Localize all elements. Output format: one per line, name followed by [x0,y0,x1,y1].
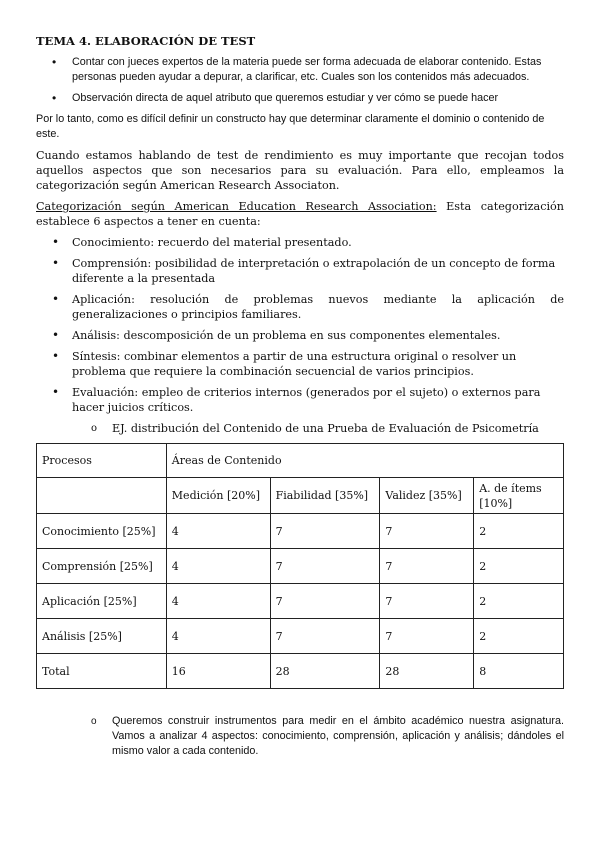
table-row-label: Total [37,654,167,689]
list-item [36,55,564,85]
table-row-label: Comprensión [25%] [37,549,167,584]
item-term: Síntesis [72,350,117,363]
list-item [36,349,564,379]
category-intro [36,199,564,229]
closing-note-text: Queremos construir instrumentos para medir en el ámbito académico nuestra asignatura. Vamos a analizar 4 aspectos: conocimiento, comprensión, aplicación y análisis; dándoles el mismo valor a cada contenido. [112,715,564,757]
table-column-header: A. de ítems [10%] [474,478,564,514]
table-group-header: Áreas de Contenido [166,444,563,478]
table-cell [37,478,167,514]
table-row-label: Análisis [25%] [37,619,167,654]
table-cell: 7 [270,619,380,654]
table-cell: 4 [166,514,270,549]
paragraph-performance-tests: Cuando estamos hablando de test de rendimiento es muy importante que recojan todos aquellos aspectos que son necesarios para su evaluación. Para ello, empleamos la categorización según American Research Associaton. [36,149,564,192]
table-cell: 7 [380,514,474,549]
bullet-icon: • [52,235,60,249]
circle-bullet-icon: o [91,423,98,434]
table-column-header: Fiabilidad [35%] [270,478,380,514]
table-cell: 2 [474,619,564,654]
table-header-row [37,444,564,478]
item-term: Análisis [72,329,117,342]
content-distribution-table [36,443,564,689]
table-cell: 7 [270,584,380,619]
bullet-icon: • [52,328,60,342]
item-term: Comprensión [72,257,148,270]
category-text: Esta categorización establece 6 aspectos a tener en cuenta: [36,200,564,228]
category-list [36,235,564,415]
table-row [37,584,564,619]
list-item [36,292,564,322]
table-column-header: Validez [35%] [380,478,474,514]
list-item [36,328,564,343]
bullet-icon: • [52,385,60,399]
table-cell: 28 [270,654,380,689]
table-corner-cell: Procesos [37,444,167,478]
table-cell: 2 [474,514,564,549]
closing-note [36,714,564,759]
item-term: Evaluación [72,386,135,399]
table-cell: 4 [166,584,270,619]
table-cell: 2 [474,549,564,584]
bullet-icon: • [52,256,60,270]
item-desc: : posibilidad de interpretación o extrapolación de un concepto de forma diferente a la presentada [72,257,556,285]
table-row [37,514,564,549]
list-item [36,256,564,286]
table-column-header-row [37,478,564,514]
table-total-row [37,654,564,689]
page-title: TEMA 4. ELABORACIÓN DE TEST [36,34,256,48]
table-cell: 8 [474,654,564,689]
list-item [36,235,564,250]
table-cell: 2 [474,584,564,619]
item-desc: : recuerdo del material presentado. [150,236,352,249]
table-cell: 7 [380,619,474,654]
item-desc: : resolución de problemas nuevos mediante la aplicación de generalizaciones o principios familiares. [72,293,564,321]
paragraph-domain: Por lo tanto, como es difícil definir un constructo hay que determinar claramente el dominio o contenido de este. [36,113,545,140]
table-cell: 4 [166,619,270,654]
table-row-label: Aplicación [25%] [37,584,167,619]
item-desc: : empleo de criterios internos (generados por el sujeto) o externos para hacer juicios críticos. [72,386,541,414]
table-cell: 7 [270,514,380,549]
bullet-icon: • [52,91,57,105]
bullet-icon: • [52,292,60,306]
example-text: EJ. distribución del Contenido de una Prueba de Evaluación de Psicometría [112,422,539,435]
example-label [36,421,564,436]
table-row-label: Conocimiento [25%] [37,514,167,549]
table-cell: 7 [380,584,474,619]
table-cell: 16 [166,654,270,689]
table-row [37,549,564,584]
table-cell: 4 [166,549,270,584]
item-term: Aplicación [72,293,132,306]
bullet-icon: • [52,349,60,363]
item-desc: : descomposición de un problema en sus componentes elementales. [116,329,501,342]
document-page [36,34,564,759]
table-cell: 28 [380,654,474,689]
circle-bullet-icon: o [91,716,97,727]
table-row [37,619,564,654]
table-column-header: Medición [20%] [166,478,270,514]
item-term: Conocimiento [72,236,151,249]
list-item [36,385,564,415]
table-cell: 7 [270,549,380,584]
intro-bullet-list [36,55,564,106]
list-item [36,91,564,106]
category-heading: Categorización según American Education Research Association: [36,200,437,213]
bullet-text: Contar con jueces expertos de la materia puede ser forma adecuada de elaborar contenido. Estas personas pueden ayudar a depurar, a clarificar, etc. Cuales son los contenidos más adecuados. [72,56,542,83]
item-desc: : combinar elementos a partir de una estructura original o resolver un problema que requiere la combinación secuencial de varios principios. [72,350,517,378]
bullet-text: Observación directa de aquel atributo que queremos estudiar y ver cómo se puede hacer [72,92,499,104]
table-cell: 7 [380,549,474,584]
bullet-icon: • [52,55,57,69]
